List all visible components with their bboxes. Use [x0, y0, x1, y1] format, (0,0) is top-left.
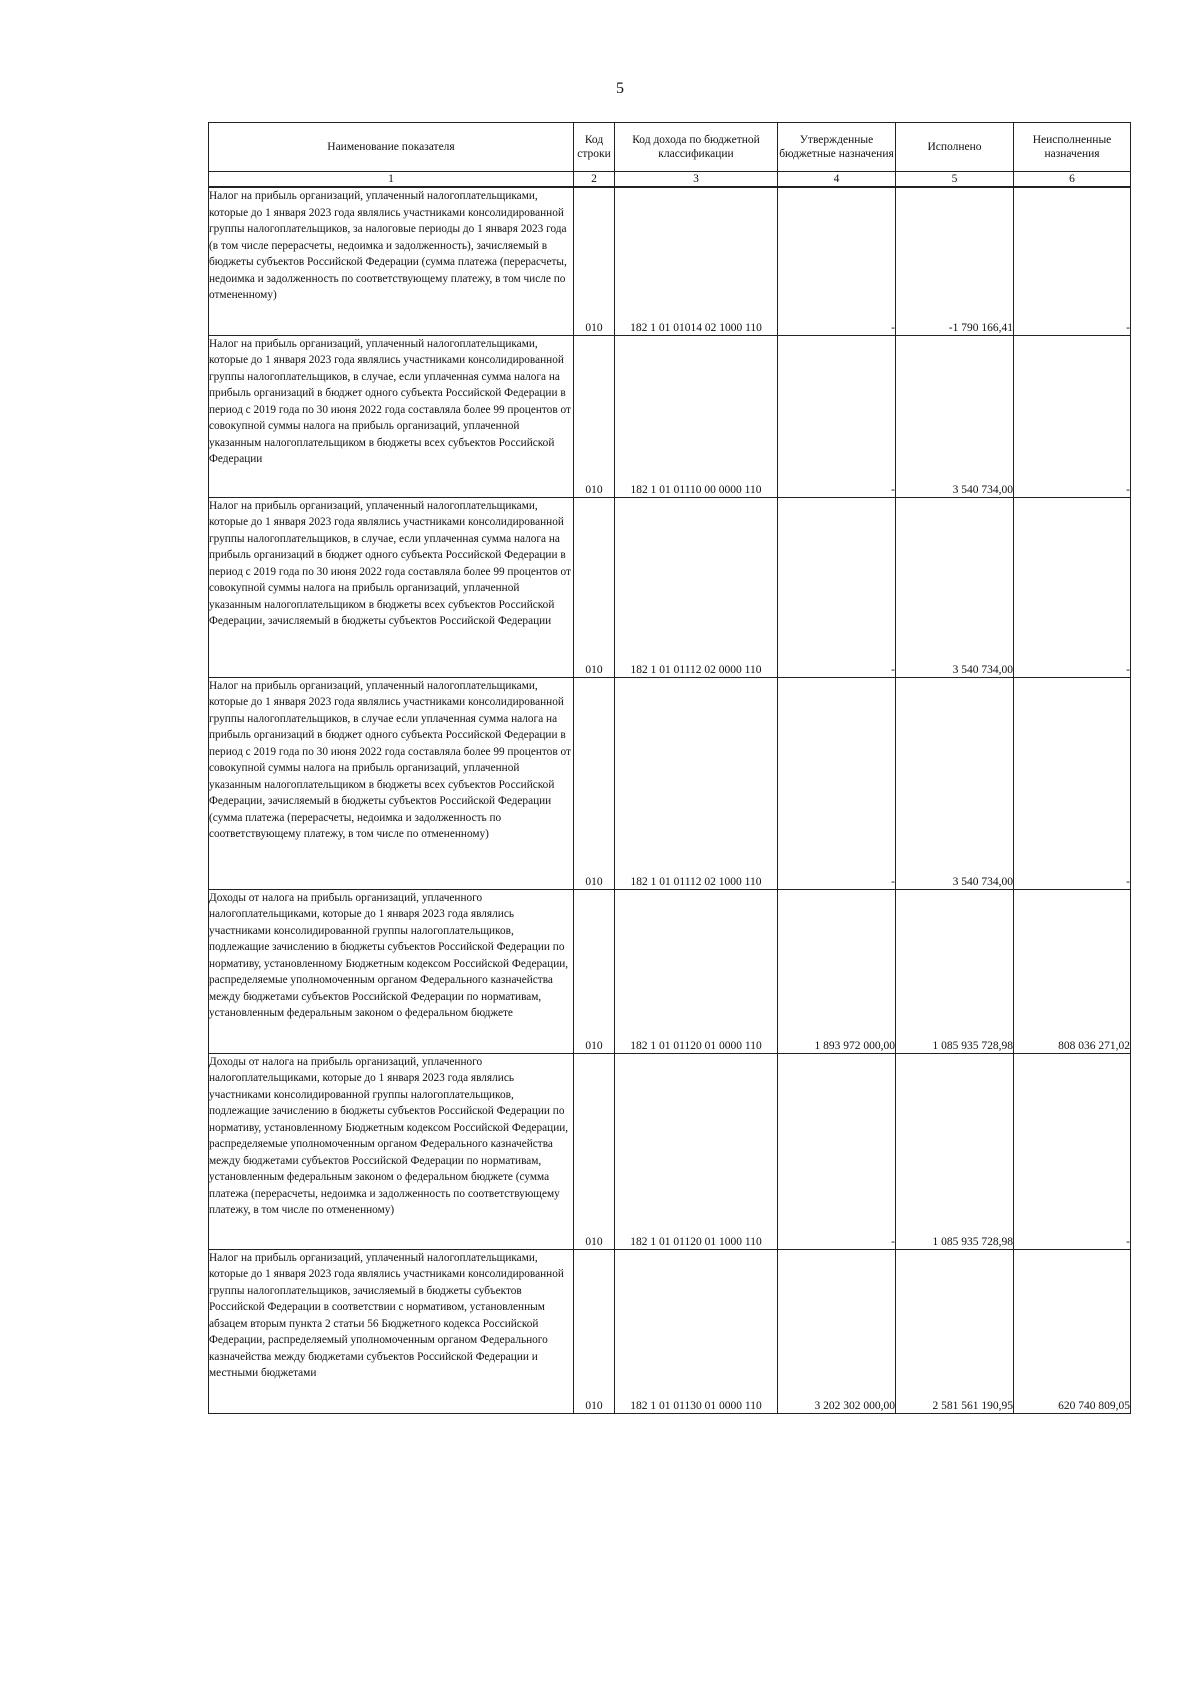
column-number: 4 [778, 172, 896, 188]
line-code: 010 [574, 677, 615, 889]
column-number: 6 [1014, 172, 1131, 188]
unexecuted-amount: - [1014, 677, 1131, 889]
indicator-name: Налог на прибыль организаций, уплаченный налогоплательщиками, которые до 1 января 2023 года являлись участниками консолидированной группы налогоплательщиков, в случае, если уплаченная сумма налога на прибыль организаций в бюджет одного субъекта Российской Федерации в период с 2019 года по 30 июня 2022 года составляла более 99 процентов от совокупной суммы налога на прибыль организаций, уплаченной указанным налогоплательщиком в бюджеты всех субъектов Российской Федерации [209, 335, 574, 497]
column-number: 3 [615, 172, 778, 188]
indicator-name: Налог на прибыль организаций, уплаченный налогоплательщиками, которые до 1 января 2023 года являлись участниками консолидированной группы налогоплательщиков, в случае если уплаченная сумма налога на прибыль организаций в бюджет одного субъекта Российской Федерации в период с 2019 года по 30 июня 2022 года составляла более 99 процентов от совокупной суммы налога на прибыль организаций, уплаченной указанным налогоплательщиком в бюджеты всех субъектов Российской Федерации, зачисляемый в бюджеты субъектов Российской Федерации (сумма платежа (перерасчеты, недоимка и задолженность по соответствующему платежу, в том числе по отмененному) [209, 677, 574, 889]
budget-code: 182 1 01 01014 02 1000 110 [615, 187, 778, 335]
column-number: 1 [209, 172, 574, 188]
approved-amount: - [778, 187, 896, 335]
executed-amount: 3 540 734,00 [896, 497, 1014, 677]
table-row [209, 1053, 1131, 1249]
budget-code: 182 1 01 01112 02 1000 110 [615, 677, 778, 889]
line-code: 010 [574, 1053, 615, 1249]
unexecuted-amount: - [1014, 497, 1131, 677]
approved-amount: 1 893 972 000,00 [778, 889, 896, 1053]
executed-amount: -1 790 166,41 [896, 187, 1014, 335]
executed-amount: 3 540 734,00 [896, 677, 1014, 889]
line-code: 010 [574, 497, 615, 677]
line-code: 010 [574, 187, 615, 335]
column-number: 2 [574, 172, 615, 188]
unexecuted-amount: - [1014, 187, 1131, 335]
approved-amount: 3 202 302 000,00 [778, 1249, 896, 1413]
budget-code: 182 1 01 01120 01 1000 110 [615, 1053, 778, 1249]
table-row [209, 187, 1131, 335]
indicator-name: Доходы от налога на прибыль организаций, уплаченного налогоплательщиками, которые до 1 января 2023 года являлись участниками консолидированной группы налогоплательщиков, подлежащие зачислению в бюджеты субъектов Российской Федерации по нормативу, установленному Бюджетным кодексом Российской Федерации, распределяемые уполномоченным органом Федерального казначейства между бюджетами субъектов Российской Федерации по нормативам, установленным федеральным законом о федеральном бюджете [209, 889, 574, 1053]
column-number-row [209, 172, 1131, 188]
indicator-name: Налог на прибыль организаций, уплаченный налогоплательщиками, которые до 1 января 2023 года являлись участниками консолидированной группы налогоплательщиков, в случае, если уплаченная сумма налога на прибыль организаций в бюджет одного субъекта Российской Федерации в период с 2019 года по 30 июня 2022 года составляла более 99 процентов от совокупной суммы налога на прибыль организаций, уплаченной указанным налогоплательщиком в бюджеты всех субъектов Российской Федерации, зачисляемый в бюджеты субъектов Российской Федерации [209, 497, 574, 677]
header-budget-code: Код дохода по бюджетной классификации [615, 123, 778, 172]
header-executed: Исполнено [896, 123, 1014, 172]
executed-amount: 1 085 935 728,98 [896, 889, 1014, 1053]
executed-amount: 2 581 561 190,95 [896, 1249, 1014, 1413]
page-number: 5 [616, 80, 624, 97]
table-row [209, 497, 1131, 677]
indicator-name: Доходы от налога на прибыль организаций, уплаченного налогоплательщиками, которые до 1 января 2023 года являлись участниками консолидированной группы налогоплательщиков, подлежащие зачислению в бюджеты субъектов Российской Федерации по нормативу, установленному Бюджетным кодексом Российской Федерации, распределяемые уполномоченным органом Федерального казначейства между бюджетами субъектов Российской Федерации по нормативам, установленным федеральным законом о федеральном бюджете (сумма платежа (перерасчеты, недоимка и задолженность по соответствующему платежу, в том числе по отмененному) [209, 1053, 574, 1249]
header-line-code: Код строки [574, 123, 615, 172]
column-number: 5 [896, 172, 1014, 188]
line-code: 010 [574, 335, 615, 497]
unexecuted-amount: 620 740 809,05 [1014, 1249, 1131, 1413]
budget-code: 182 1 01 01130 01 0000 110 [615, 1249, 778, 1413]
indicator-name: Налог на прибыль организаций, уплаченный налогоплательщиками, которые до 1 января 2023 года являлись участниками консолидированной группы налогоплательщиков, зачисляемый в бюджеты субъектов Российской Федерации в соответствии с нормативом, установленным абзацем вторым пункта 2 статьи 56 Бюджетного кодекса Российской Федерации, распределяемый уполномоченным органом Федерального казначейства между бюджетами субъектов Российской Федерации и местными бюджетами [209, 1249, 574, 1413]
approved-amount: - [778, 1053, 896, 1249]
line-code: 010 [574, 889, 615, 1053]
executed-amount: 1 085 935 728,98 [896, 1053, 1014, 1249]
budget-code: 182 1 01 01120 01 0000 110 [615, 889, 778, 1053]
header-row [209, 123, 1131, 172]
header-unexecuted: Неисполненные назначения [1014, 123, 1131, 172]
header-approved: Утвержденные бюджетные назначения [778, 123, 896, 172]
executed-amount: 3 540 734,00 [896, 335, 1014, 497]
unexecuted-amount: - [1014, 335, 1131, 497]
unexecuted-amount: 808 036 271,02 [1014, 889, 1131, 1053]
approved-amount: - [778, 335, 896, 497]
revenue-table [208, 122, 1131, 1414]
table-row [209, 335, 1131, 497]
budget-code: 182 1 01 01112 02 0000 110 [615, 497, 778, 677]
table-row [209, 677, 1131, 889]
approved-amount: - [778, 677, 896, 889]
budget-code: 182 1 01 01110 00 0000 110 [615, 335, 778, 497]
unexecuted-amount: - [1014, 1053, 1131, 1249]
header-indicator-name: Наименование показателя [209, 123, 574, 172]
indicator-name: Налог на прибыль организаций, уплаченный налогоплательщиками, которые до 1 января 2023 года являлись участниками консолидированной группы налогоплательщиков, за налоговые периоды до 1 января 2023 года (в том числе перерасчеты, недоимка и задолженность), зачисляемый в бюджеты субъектов Российской Федерации (сумма платежа (перерасчеты, недоимка и задолженность по соответствующему платежу, в том числе по отмененному) [209, 187, 574, 335]
table-row [209, 889, 1131, 1053]
approved-amount: - [778, 497, 896, 677]
line-code: 010 [574, 1249, 615, 1413]
table-row [209, 1249, 1131, 1413]
